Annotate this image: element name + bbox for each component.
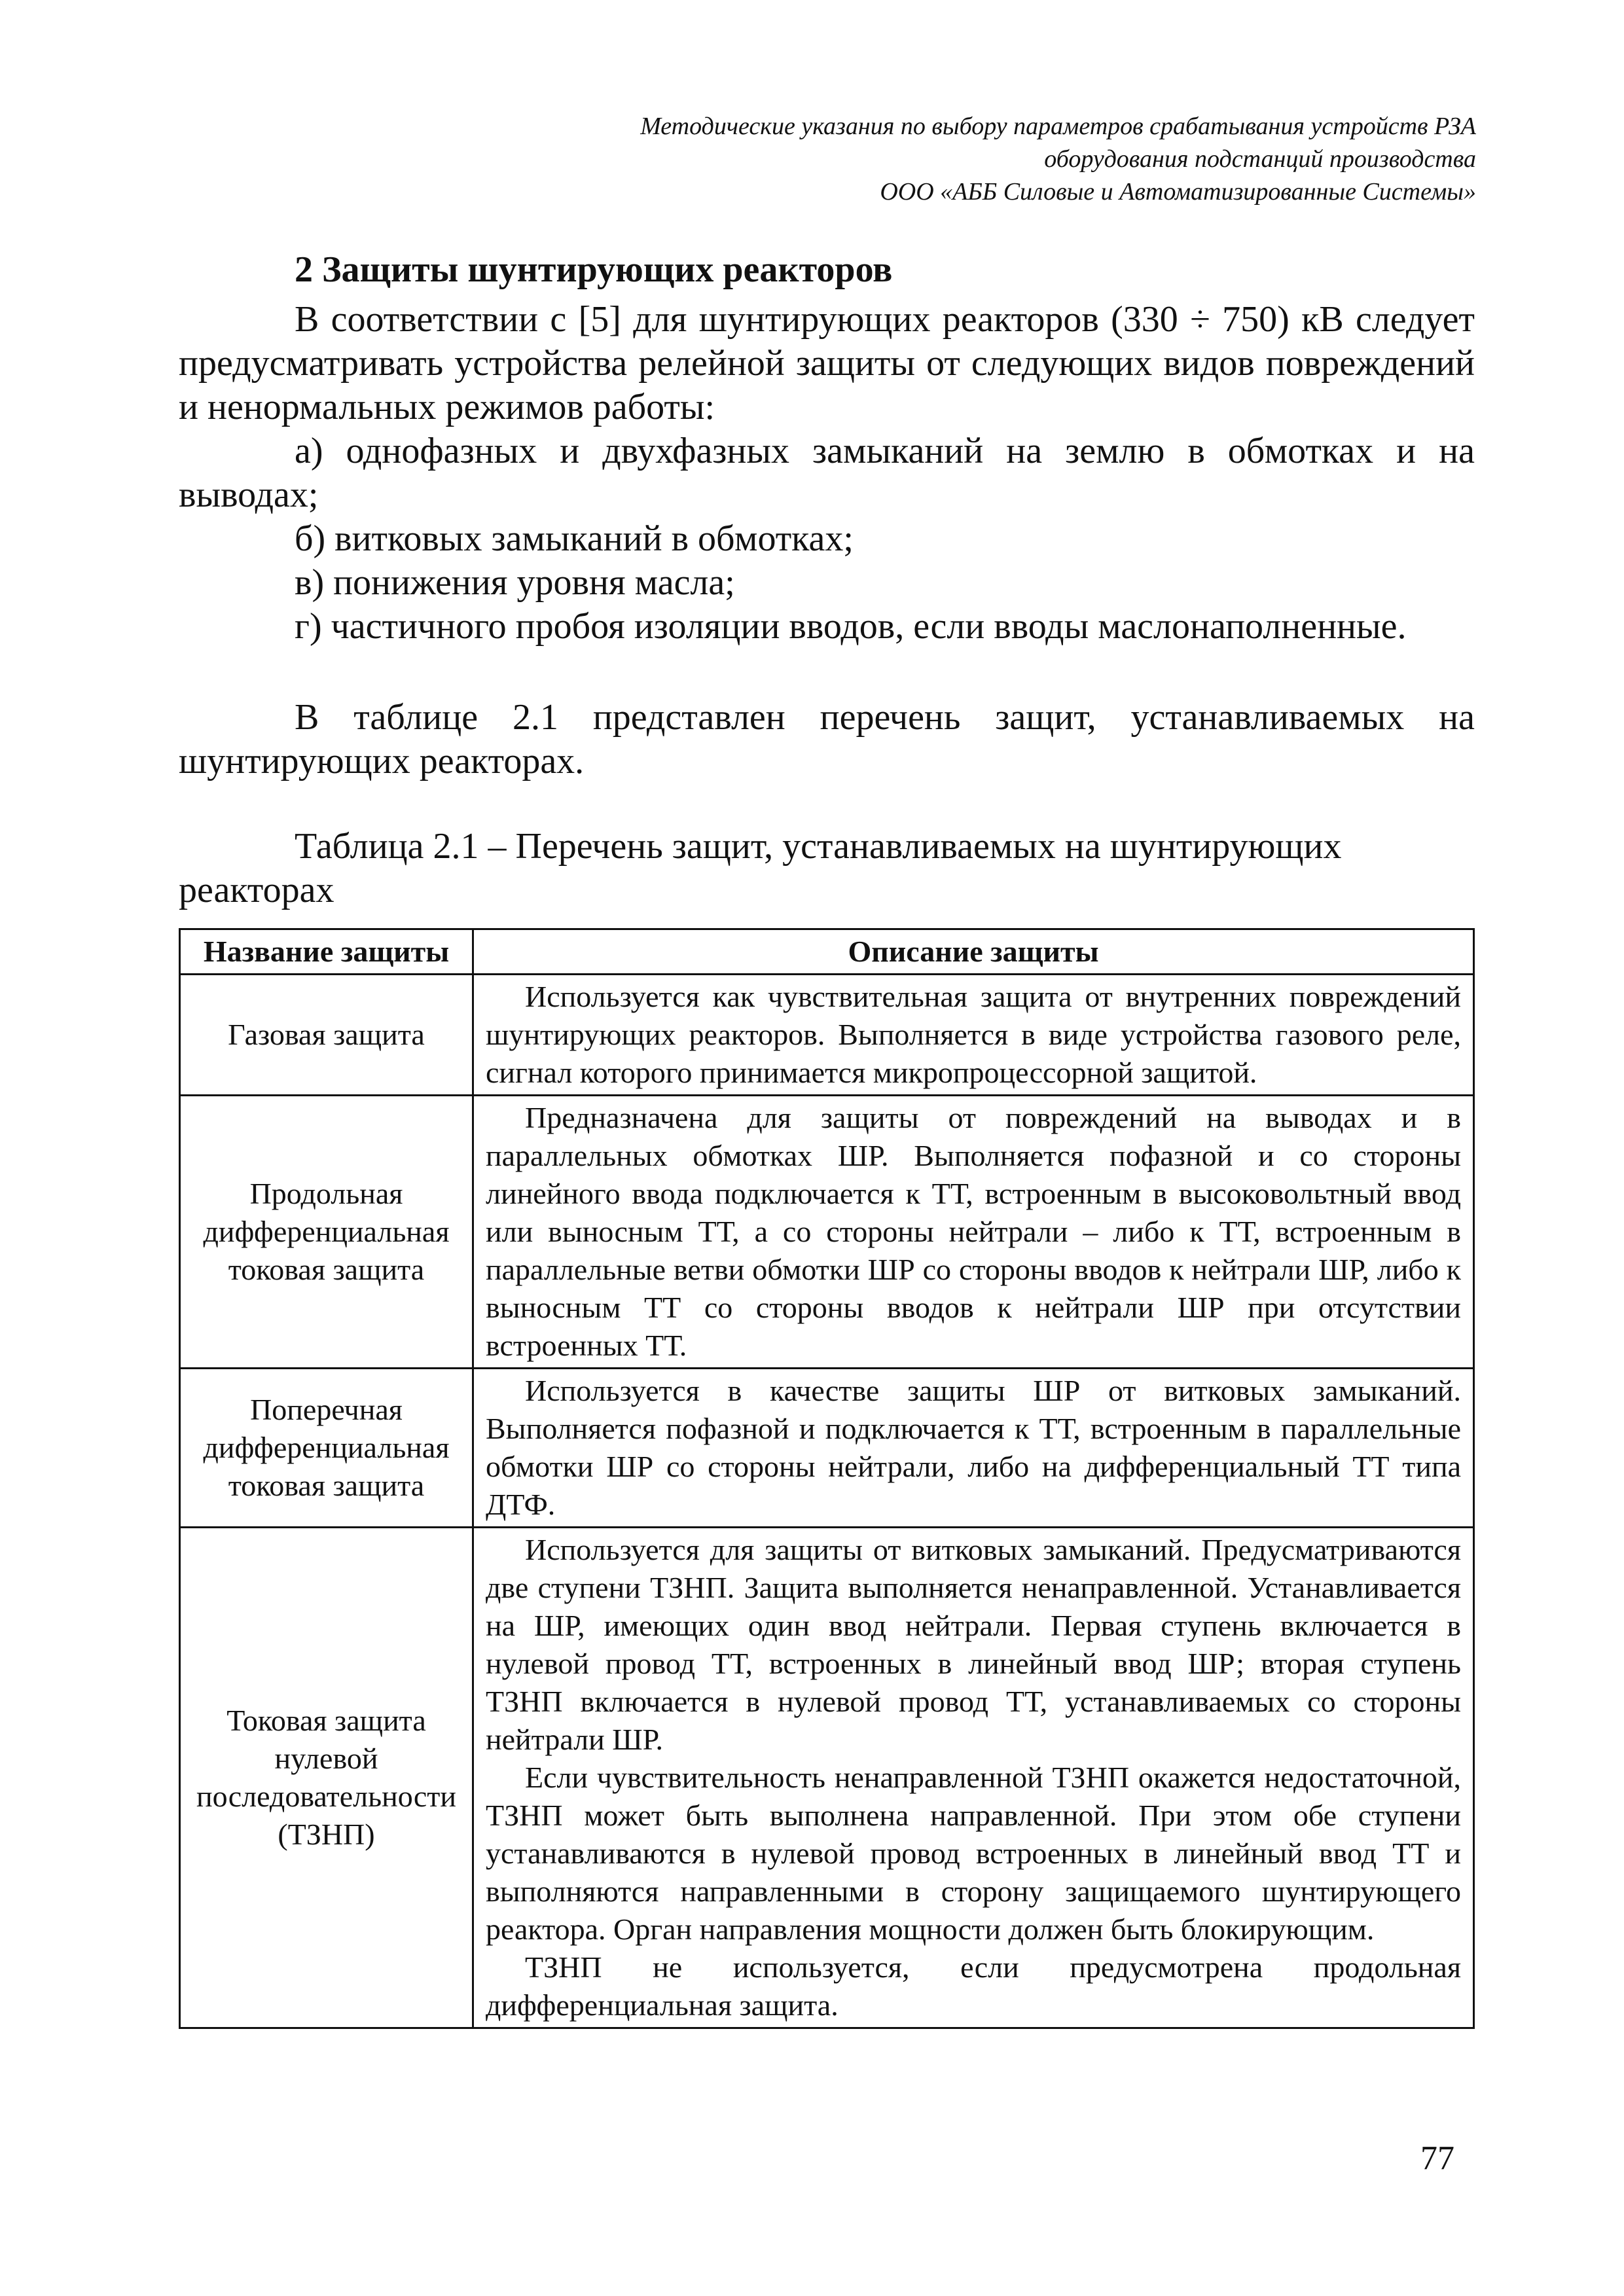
description-paragraph: Используется для защиты от витковых замыканий. Предусматриваются две ступени ТЗНП. Защита выполняется ненаправленной. Устанавливается на ШР, имеющих один ввод нейтрали. Первая ступень включается в нулевой провод ТТ, встроенных в линейный ввод ШР; вторая ступень ТЗНП включается в нулевой провод ТТ, устанавливаемых со стороны нейтрали ШР. <box>486 1533 1461 1756</box>
section-body <box>179 298 1475 649</box>
protection-description <box>473 1528 1474 2028</box>
table-reference-paragraph: В таблице 2.1 представлен перечень защит, устанавливаемых на шунтирующих реакторах. <box>179 697 1475 781</box>
column-header-description: Описание защиты <box>473 929 1474 975</box>
section-title: 2 Защиты шунтирующих реакторов <box>295 249 893 290</box>
description-paragraph: ТЗНП не используется, если предусмотрена продольная дифференциальная защита. <box>486 1950 1461 2022</box>
table-caption: Таблица 2.1 – Перечень защит, устанавливаемых на шунтирующих реакторах <box>179 826 1342 910</box>
header-line: ООО «АББ Силовые и Автоматизированные Системы» <box>880 178 1476 206</box>
table-row <box>180 1096 1474 1369</box>
protection-name: Токовая защита нулевой последовательности (ТЗНП) <box>180 1528 473 2028</box>
protection-name: Поперечная дифференциальная токовая защита <box>180 1369 473 1528</box>
protection-name: Газовая защита <box>180 975 473 1096</box>
protection-name: Продольная дифференциальная токовая защита <box>180 1096 473 1369</box>
table-row <box>180 975 1474 1096</box>
list-item: г) частичного пробоя изоляции вводов, если вводы маслонаполненные. <box>295 606 1407 647</box>
protection-description <box>473 975 1474 1096</box>
description-paragraph: Используется как чувствительная защита от внутренних повреждений шунтирующих реакторов. Выполняется в виде устройства газового реле, сигнал которого принимается микропроцессорной защитой. <box>486 980 1461 1089</box>
running-header <box>196 110 1476 208</box>
column-header-name: Название защиты <box>180 929 473 975</box>
list-item: в) понижения уровня масла; <box>295 562 735 603</box>
list-item: б) витковых замыканий в обмотках; <box>295 518 854 559</box>
protections-table <box>179 928 1475 2029</box>
intro-paragraph: В соответствии с [5] для шунтирующих реакторов (330 ÷ 750) кВ следует предусматривать устройства релейной защиты от следующих видов повреждений и ненормальных режимов работы: <box>179 299 1475 427</box>
table-row <box>180 1528 1474 2028</box>
description-paragraph: Используется в качестве защиты ШР от витковых замыканий. Выполняется пофазной и подключается к ТТ, встроенным в параллельные обмотки ШР со стороны нейтрали, либо на дифференциальный ТТ типа ДТФ. <box>486 1374 1461 1521</box>
header-line: Методические указания по выбору параметров срабатывания устройств РЗА <box>640 113 1476 140</box>
header-line: оборудования подстанций производства <box>1044 145 1476 173</box>
table-header-row <box>180 929 1474 975</box>
protection-description <box>473 1096 1474 1369</box>
table-row <box>180 1369 1474 1528</box>
page-number: 77 <box>1420 2140 1454 2177</box>
description-paragraph: Если чувствительность ненаправленной ТЗНП окажется недостаточной, ТЗНП может быть выполнена направленной. При этом обе ступени устанавливаются в нулевой провод встроенных в линейный ввод ТТ и выполняются направленными в сторону защищаемого шунтирующего реактора. Орган направления мощности должен быть блокирующим. <box>486 1761 1461 1946</box>
description-paragraph: Предназначена для защиты от повреждений на выводах и в параллельных обмотках ШР. Выполняется пофазной и со стороны линейного ввода подключается к ТТ, встроенным в высоковольтный ввод или выносным ТТ, а со стороны нейтрали – либо к ТТ, встроенным в параллельные ветви обмотки ШР со стороны вводов к нейтрали ШР, либо к выносным ТТ со стороны вводов к нейтрали ШР при отсутствии встроенных ТТ. <box>486 1101 1461 1362</box>
protection-description <box>473 1369 1474 1528</box>
list-item: а) однофазных и двухфазных замыканий на землю в обмотках и на выводах; <box>179 431 1475 515</box>
